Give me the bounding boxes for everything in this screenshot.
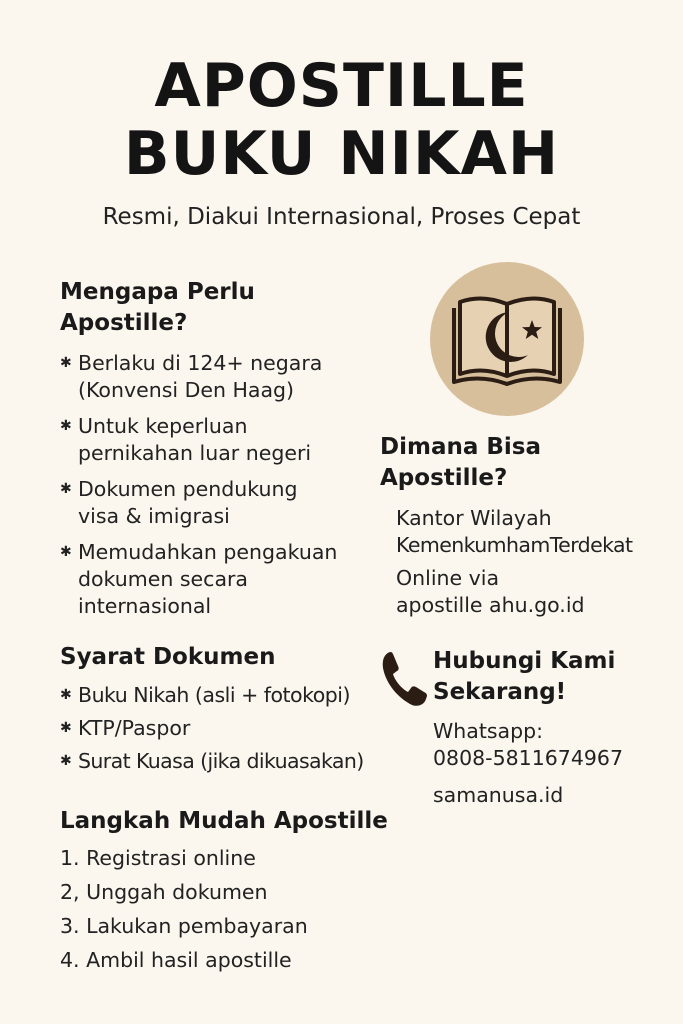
list-item-line: (Konvensi Den Haag) [78, 378, 295, 402]
why-list [60, 350, 380, 620]
whatsapp-block [433, 718, 623, 772]
where-online [396, 565, 585, 619]
why-heading-line-1: Mengapa Perlu [60, 279, 255, 305]
steps-list [60, 845, 308, 974]
list-item-line: Berlaku di 124+ negara [78, 351, 323, 375]
contact-heading-line-2: Sekarang! [433, 679, 567, 705]
title-line-2: BUKU NIKAH [123, 119, 560, 189]
list-item [60, 476, 380, 530]
phone-icon [380, 648, 430, 712]
where-line: Online via [396, 566, 500, 590]
list-item [60, 715, 390, 742]
contact-heading [433, 646, 615, 708]
book-crescent-star-icon [430, 262, 584, 416]
where-line: Kantor Wilayah [396, 506, 552, 530]
list-item-line: Untuk keperluan [78, 414, 248, 438]
star-bullet-icon: ✱ [60, 753, 72, 769]
star-bullet-icon: ✱ [60, 687, 72, 703]
subtitle: Resmi, Diakui Internasional, Proses Cepat [102, 204, 581, 230]
star-bullet-icon: ✱ [60, 418, 72, 434]
list-item-line: Dokumen pendukung [78, 477, 298, 501]
list-item-line: internasional [78, 594, 212, 618]
list-item [60, 748, 390, 775]
title-line-1: APOSTILLE [154, 51, 529, 121]
where-line: KemenkumhamTerdekat [396, 533, 633, 557]
list-item-line: visa & imigrasi [78, 504, 230, 528]
list-item [60, 682, 390, 709]
why-heading-line-2: Apostille? [60, 310, 188, 336]
star-bullet-icon: ✱ [60, 481, 72, 497]
why-heading [60, 277, 255, 339]
steps-heading: Langkah Mudah Apostille [60, 808, 388, 834]
whatsapp-label: Whatsapp: [433, 719, 544, 743]
list-item-line: Memudahkan pengakuan [78, 540, 338, 564]
list-item [60, 539, 380, 620]
star-bullet-icon: ✱ [60, 720, 72, 736]
step-item: 2, Unggah dokumen [60, 880, 268, 904]
requirements-heading: Syarat Dokumen [60, 644, 276, 670]
website-link[interactable]: samanusa.id [433, 783, 564, 807]
step-item: 4. Ambil hasil apostille [60, 948, 292, 972]
list-item-text: Surat Kuasa (jika dikuasakan) [78, 749, 364, 773]
list-item [60, 350, 380, 404]
list-item-text: KTP/Paspor [78, 716, 191, 740]
where-heading-line-2: Apostille? [380, 465, 508, 491]
star-bullet-icon: ✱ [60, 355, 72, 371]
whatsapp-number[interactable]: 0808-5811674967 [433, 746, 623, 770]
where-heading-line-1: Dimana Bisa [380, 434, 541, 460]
requirements-list [60, 682, 390, 775]
contact-heading-line-1: Hubungi Kami [433, 648, 616, 674]
where-office [396, 505, 632, 559]
step-item: 3. Lakukan pembayaran [60, 914, 308, 938]
list-item-line: pernikahan luar negeri [78, 441, 312, 465]
step-item: 1. Registrasi online [60, 846, 256, 870]
where-line: apostille ahu.go.id [396, 593, 585, 617]
list-item-text: Buku Nikah (asli + fotokopi) [78, 683, 350, 707]
where-heading [380, 432, 541, 494]
star-bullet-icon: ✱ [60, 544, 72, 560]
list-item [60, 413, 380, 467]
page-title [0, 52, 683, 188]
list-item-line: dokumen secara [78, 567, 248, 591]
